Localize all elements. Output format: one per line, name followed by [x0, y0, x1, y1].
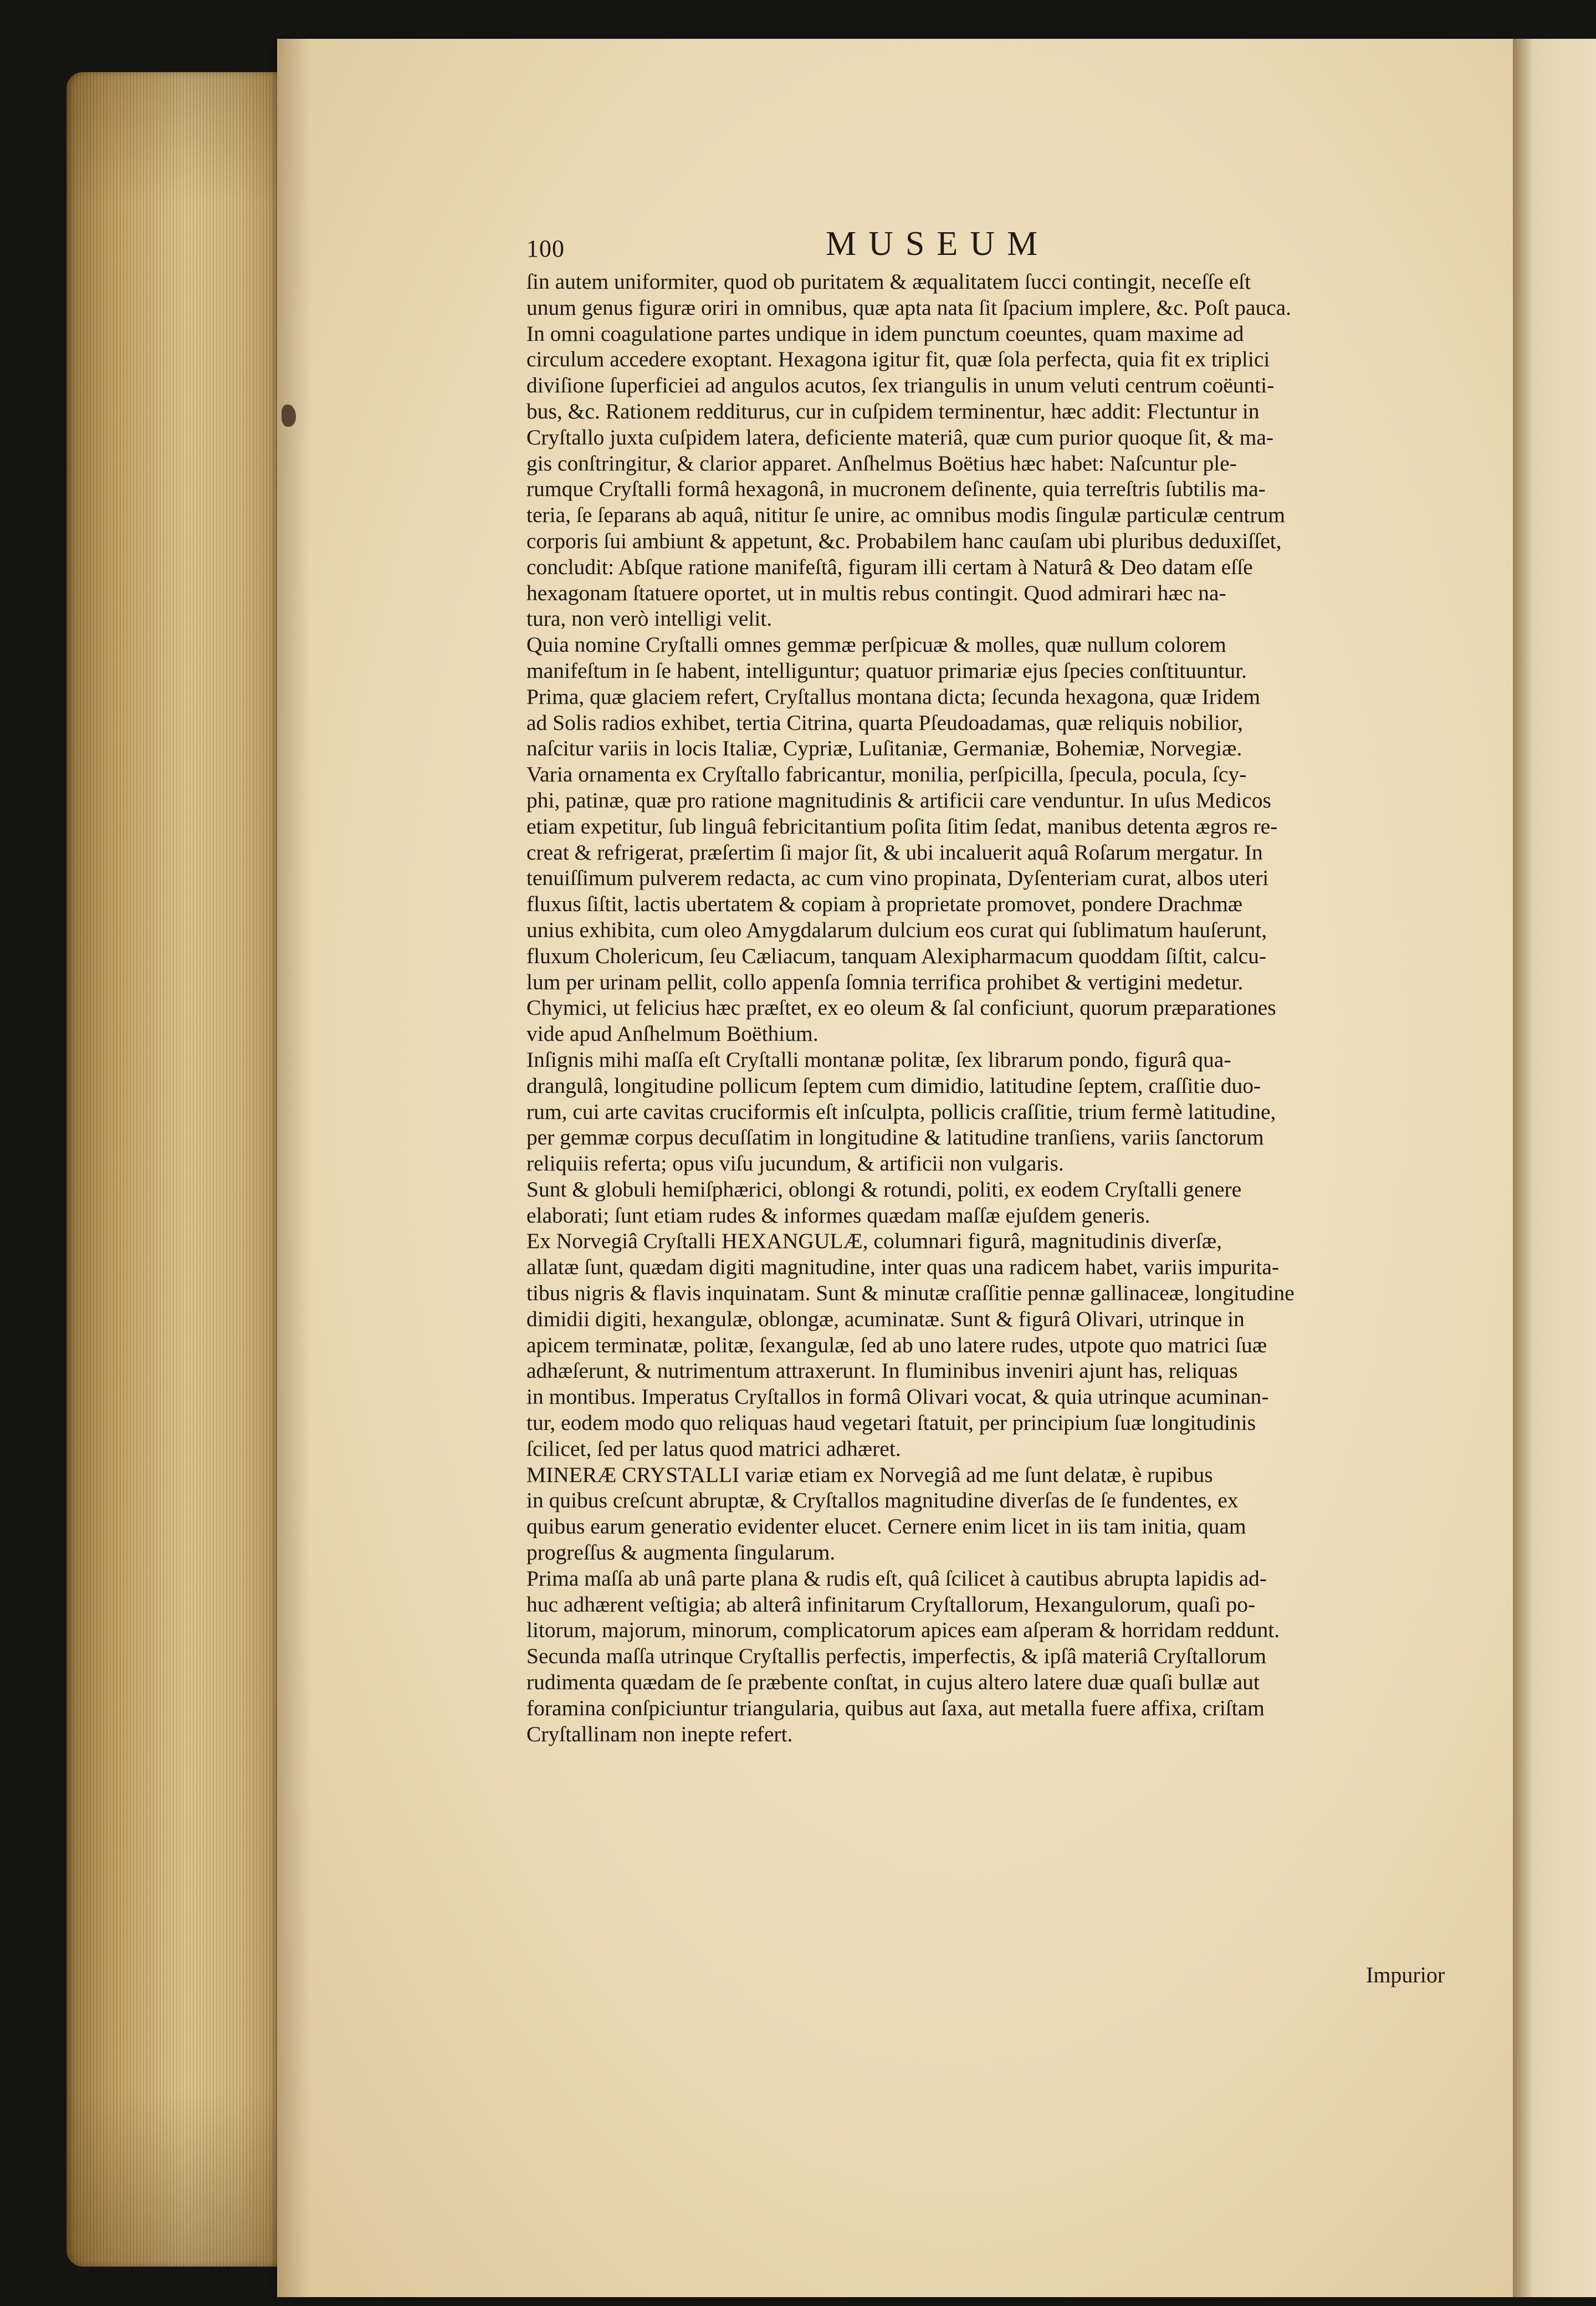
facing-page-edge	[1513, 39, 1596, 2297]
text-line: drangulâ, longitudine pollicum ſeptem cum dimidio, latitudine ſeptem, craſſitie duo-	[526, 1073, 1261, 1098]
text-line: unum genus figuræ oriri in omnibus, quæ apta nata ſit ſpacium implere, &c. Poſt pauca.	[526, 295, 1292, 320]
text-line: vide apud Anſhelmum Boëthium.	[526, 1021, 819, 1046]
text-line: Cryſtallinam non inepte refert.	[526, 1721, 793, 1746]
text-line: Sunt & globuli hemiſphærici, oblongi & rotundi, politi, ex eodem Cryſtalli genere	[526, 1177, 1242, 1201]
text-line: dimidii digiti, hexangulæ, oblongæ, acuminatæ. Sunt & figurâ Olivari, utrinque in	[526, 1306, 1245, 1331]
page-number: 100	[526, 235, 565, 262]
text-line: tur, eodem modo quo reliquas haud vegetari ſtatuit, per principium ſuæ longitudinis	[526, 1410, 1256, 1435]
ink-blot	[282, 405, 296, 427]
text-line: in montibus. Imperatus Cryſtallos in formâ Olivari vocat, & quia utrinque acuminan-	[526, 1384, 1269, 1409]
text-line: per gemmæ corpus decuſſatim in longitudine & latitudine tranſiens, variis ſanctorum	[526, 1125, 1264, 1150]
text-line: tenuiſſimum pulverem redacta, ac cum vino propinata, Dyſenteriam curat, albos uteri	[526, 866, 1269, 891]
text-line: concludit: Abſque ratione manifeſtâ, figuram illi certam à Naturâ & Deo datam eſſe	[526, 554, 1253, 579]
text-line: apicem terminatæ, politæ, ſexangulæ, ſed ab uno latere rudes, utpote quo matrici ſuæ	[526, 1332, 1267, 1357]
text-line: etiam expetitur, ſub linguâ febricitantium poſita ſitim ſedat, manibus detenta ægros re-	[526, 814, 1278, 838]
text-line: progreſſus & augmenta ſingularum.	[526, 1540, 836, 1565]
text-line: Secunda maſſa utrinque Cryſtallis perfectis, imperfectis, & ipſâ materiâ Cryſtallorum	[526, 1644, 1266, 1669]
text-line: unius exhibita, cum oleo Amygdalarum dulcium eos curat qui ſublimatum hauſerunt,	[526, 917, 1267, 942]
text-line: In omni coagulatione partes undique in idem punctum coeuntes, quam maxime ad	[526, 321, 1244, 346]
text-line: hexagonam ſtatuere oportet, ut in multis rebus contingit. Quod admirari hæc na-	[526, 580, 1226, 605]
text-line: ſin autem uniformiter, quod ob puritatem & æqualitatem ſucci contingit, neceſſe eſt	[526, 269, 1251, 294]
text-line: rudimenta quædam de ſe præbente conſtat, in cujus altero latere duæ quaſi bullæ aut	[526, 1670, 1260, 1695]
book-fore-edge	[66, 72, 283, 2267]
text-line: reliquiis referta; opus viſu jucundum, & artificii non vulgaris.	[526, 1151, 1064, 1176]
text-line: in quibus creſcunt abruptæ, & Cryſtallos magnitudine diverſas de ſe fundentes, ex	[526, 1488, 1239, 1513]
text-line: fluxum Cholericum, ſeu Cæliacum, tanquam Alexipharmacum quoddam ſiſtit, calcu-	[526, 943, 1267, 968]
text-line: allatæ ſunt, quædam digiti magnitudine, inter quas una radicem habet, variis impurita-	[526, 1255, 1280, 1280]
text-line: Chymici, ut felicius hæc præſtet, ex eo oleum & ſal conficiunt, quorum præparationes	[526, 995, 1276, 1020]
text-line: manifeſtum in ſe habent, intelliguntur; quatuor primariæ ejus ſpecies conſtituuntur.	[526, 658, 1247, 683]
text-line: quibus earum generatio evidenter elucet. Cernere enim licet in iis tam initia, quam	[526, 1514, 1246, 1539]
text-line: corporis ſui ambiunt & appetunt, &c. Probabilem hanc cauſam ubi pluribus deduxiſſet,	[526, 528, 1282, 553]
text-line: MINERÆ CRYSTALLI variæ etiam ex Norvegiâ ad me ſunt delatæ, è rupibus	[526, 1462, 1213, 1487]
text-line: creat & refrigerat, præſertim ſi major ſit, & ubi incaluerit aquâ Roſarum mergatur. In	[526, 840, 1263, 865]
text-line: Inſignis mihi maſſa eſt Cryſtalli montanæ politæ, ſex librarum pondo, figurâ qua-	[526, 1047, 1231, 1072]
text-line: lum per urinam pellit, collo appenſa ſomnia terrifica prohibet & vertigini medetur.	[526, 969, 1244, 994]
text-line: diviſione ſuperficiei ad angulos acutos, ſex triangulis in unum veluti centrum coëunti-	[526, 373, 1275, 398]
text-line: rum, cui arte cavitas cruciformis eſt inſculpta, pollicis craſſitie, trium fermè latitudine,	[526, 1099, 1276, 1124]
body-text	[526, 269, 1469, 1747]
text-line: Cryſtallo juxta cuſpidem latera, deficiente materiâ, quæ cum purior quoque ſit, & ma-	[526, 425, 1274, 449]
text-line: gis conſtringitur, & clarior apparet. Anſhelmus Boëtius hæc habet: Naſcuntur ple-	[526, 451, 1237, 475]
text-line: elaborati; ſunt etiam rudes & informes quædam maſſæ ejuſdem generis.	[526, 1203, 1150, 1228]
text-line: tura, non verò intelligi velit.	[526, 606, 773, 631]
text-line: Prima maſſa ab unâ parte plana & rudis eſt, quâ ſcilicet à cautibus abrupta lapidis ad-	[526, 1566, 1267, 1591]
running-title: MUSEUM	[826, 225, 1050, 263]
text-line: naſcitur variis in locis Italiæ, Cypriæ, Luſitaniæ, Germaniæ, Bohemiæ, Norvegiæ.	[526, 736, 1242, 761]
text-line: adhæſerunt, & nutrimentum attraxerunt. In fluminibus inveniri ajunt has, reliquas	[526, 1358, 1238, 1383]
text-line: Varia ornamenta ex Cryſtallo fabricantur, monilia, perſpicilla, ſpecula, pocula, ſcy-	[526, 762, 1247, 787]
text-line: phi, patinæ, quæ pro ratione magnitudinis & artificii care venduntur. In uſus Medicos	[526, 788, 1271, 812]
page-header	[526, 224, 1469, 269]
text-line: rumque Cryſtalli formâ hexagonâ, in mucronem deſinente, quia terreſtris ſubtilis ma-	[526, 477, 1266, 502]
catchword: Impurior	[1366, 1962, 1445, 1987]
text-line: foramina conſpiciuntur triangularia, quibus aut ſaxa, aut metalla fuere affixa, criſtam	[526, 1695, 1265, 1720]
text-line: litorum, majorum, minorum, complicatorum apices eam aſperam & horridam reddunt.	[526, 1618, 1280, 1643]
text-line: circulum accedere exoptant. Hexagona igitur fit, quæ ſola perfecta, quia fit ex triplici	[526, 347, 1270, 372]
text-line: teria, ſe ſeparans ab aquâ, nititur ſe unire, ac omnibus modis ſingulæ particulæ centrum	[526, 503, 1285, 528]
text-line: bus, &c. Rationem redditurus, cur in cuſpidem terminentur, hæc addit: Flectuntur in	[526, 398, 1260, 423]
text-line: Prima, quæ glaciem refert, Cryſtallus montana dicta; ſecunda hexagona, quæ Iridem	[526, 684, 1260, 709]
text-line: ſcilicet, ſed per latus quod matrici adhæret.	[526, 1436, 901, 1461]
text-line: ad Solis radios exhibet, tertia Citrina, quarta Pſeudoadamas, quæ reliquis nobilior,	[526, 710, 1243, 735]
text-line: Quia nomine Cryſtalli omnes gemmæ perſpicuæ & molles, quæ nullum colorem	[526, 632, 1226, 657]
text-line: fluxus ſiſtit, lactis ubertatem & copiam à proprietate promovet, pondere Drachmæ	[526, 892, 1243, 917]
text-line: tibus nigris & flavis inquinatam. Sunt & minutæ craſſitie pennæ gallinaceæ, longitudine	[526, 1281, 1295, 1306]
text-line: Ex Norvegiâ Cryſtalli HEXANGULÆ, columnari figurâ, magnitudinis diverſæ,	[526, 1229, 1222, 1254]
text-line: huc adhærent veſtigia; ab alterâ infinitarum Cryſtallorum, Hexangulorum, quaſi po-	[526, 1592, 1256, 1617]
